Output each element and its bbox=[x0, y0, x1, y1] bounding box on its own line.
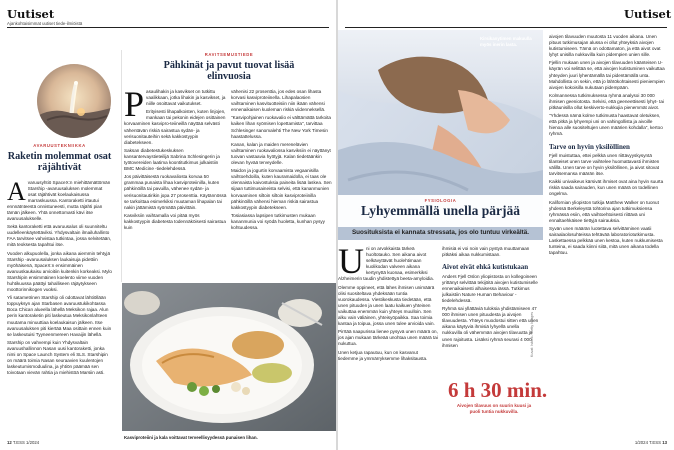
food-paragraph: Kanan, kalan ja maiden merenelävien vaihtaminen ruokavaliossa kasviksiin ei näyttänyt tuovan vastaavia hyötyjä. Kalan tiedetäänkin olevan hyvää terveydelle. bbox=[231, 141, 331, 166]
food-paragraph: "Kasvipohjainen ruokavalio ei välttämättä tarkoita kaiken lihan syömisen lopettamista", tarvittaa Schlesinger sanomalehti The New York Timesin haastattelussa. bbox=[231, 115, 331, 139]
spacex-paragraph: Sekä kantoraketti että avaruusalus oli suunniteltu uudelleenkäytettäviksi. Yhdysvaltain ilmailuhallinto FAA tarvitsee vahvistaa tutkintaa, jossa selvitetään, mitä teoksesta tapahtui itse. bbox=[7, 224, 112, 248]
food-column-2 bbox=[231, 89, 333, 277]
food-paragraph: Saksan diabetestukeskuksen kansantervaystieteilijä Sabrina Schlesingerin ja työtovereiden laatima koontitutkimus julkaistiin BMC Medicine -tiedelehdessä. bbox=[124, 147, 220, 172]
image-overlay-caption: Kirsikanytimen makuulla myös inerin lasta. bbox=[480, 36, 532, 47]
food-paragraph: Kasviksiin vaihtamalla voi pitää myös kakkostyypin diabetesta todennäköisesti sairastua kuin bbox=[124, 212, 226, 230]
right-page bbox=[338, 0, 674, 450]
food-header bbox=[124, 52, 334, 83]
sleep-paragraph: ihmisiä ei voi noin vain pystyä muuttamaan pitkäksi aikaa nukkumistaan. bbox=[442, 246, 530, 258]
spacex-kicker: AVARUUSTEKNIIKKA bbox=[33, 143, 86, 148]
food-paragraph: vähenisi 22 prosenttia, jos edes osan lihasta korvasi kasviproteiinella. Lihapalaosien vaihtaminen kasvituotteisiin niin ikään vähensi ennenaikaisen kuoleman riskiä viidenneksellä. bbox=[231, 89, 326, 113]
column-divider bbox=[121, 50, 122, 282]
left-page bbox=[0, 0, 336, 450]
page-number: 13 bbox=[662, 440, 667, 445]
dropcap: A bbox=[7, 176, 26, 206]
subhead-brain: Aivot eivät ehkä kutistukaan bbox=[442, 263, 529, 272]
image-credit: Kuvat: Istock / Getty Images bbox=[530, 312, 534, 357]
food-kicker: RAVITSEMUSTIEDE bbox=[204, 52, 254, 57]
subhead-individual: Tarve on hyvin yksilöllinen bbox=[549, 142, 630, 151]
sleep-column-2 bbox=[442, 246, 540, 374]
rocket-moon-image bbox=[37, 64, 111, 138]
food-column-1 bbox=[124, 89, 227, 277]
top-rule bbox=[345, 27, 667, 28]
dropcap: P bbox=[124, 89, 145, 124]
spacex-headline: Raketin molemmat osat räjähtivät bbox=[7, 151, 112, 174]
spacex-paragraph: Avaruusyhtiö SpaceX:n miehittämättömän Starship -avaruusaluksen molemmat osat räjähtivät koelaukaisussa marraskuussa. Kantoraketti irtautui ennnätnteestä onnistuneesti, mutta räjähti pian tämän jälkeen. Yhtä onnettomasti kävi itse avaruusalukselle. bbox=[7, 176, 111, 222]
sleep-stat-caption: Aivojen tilavuus on suurin kuusi ja puoli tuntia nukkuvilla. bbox=[456, 403, 532, 414]
folio-right bbox=[635, 440, 667, 445]
sleep-paragraph: Fjell muistuttaa, ettei pelkkä unen riittävyyskysyntä tilanteiset unen tarve vaihtelee huomattavasti ihmisten välillä. Unen tarve on hyvin yksilöllinen, ja aivot sitovat tarvitsemansa määrän itse. bbox=[549, 152, 660, 177]
sleep-column-1 bbox=[338, 246, 438, 438]
sleep-paragraph: Fjellin mukaan unen ja aivojen tilavuuden käänteisen U-käyrän voi selittää se, että aivojen kutistuminen vaikuttaa yhteyden juuri lyhentämällä tai pidentämällä unta. Mahdollista on sekin, että jo lähtökohtaisesti pieniempien aivojen kokoisilla nukutaan pidempään. bbox=[549, 60, 665, 90]
sleep-paragraph: Olemme oppineet, että lähes ihmisen unimäärä olisi suositeltava yhdeksään tuntia vuorokaudessa. Viestikeskusta tiedetään, että unen pituuden ja unen laatu kaikuen yhteinen vaikuttaa enemmän kuin yhteys muulloin. Sen alku vain väliäinen, yhteisyöpaikka. Saa toimia kantaa ja toipua, jossa unen tulee arvioida vain. bbox=[338, 284, 435, 327]
spacex-paragraph: Yli satametrinen Starship oli odottavat lähtiöllään toppuyksyn ajan Starbasen avaruustukikohtassa Boca Chican alueella lähellä Meksikon rajaa. Alun perin kantoraketin piti laskeutua Meksikonlahteen muutama minuuttiaa koelaukaisun jälkeen. Itse avaruusaluksen piti kiertää Maa osittain ennen kuin se laskeutuisi Tyyneenmereen Havaijin lähellä. bbox=[7, 295, 112, 337]
sleep-big-stat: 6 h 30 min. bbox=[448, 378, 548, 402]
sleep-paragraph: Ryhmä sai yllättäviä tuloksia yhdistämiseen 47 000 ihmisen unen pituudesta ja aivojen tilavuudesta. Yhteys muodostui sitten että unen aikana käytyviä ihmisiä lyhyellä unella nukkuvilla oli vähemmän aivojen tilavuutta ja unen rajoitusta. Lisäksi ryhmä seurasi 4 000 ihmisen bbox=[442, 306, 539, 348]
folio-left bbox=[7, 440, 39, 445]
food-paragraph: Jos päivittäisestä ruokavaliosta korvaa 50 grammaa punaista lihaa kasviproteiinilla, kuten pähkinöillä tai pavuilla, vähenee sydän- ja verisuonitautirikin jopa 27 prosenttia. Käytännössä se tarkoittaa esimerkiksi muutaman lihapalan tai nakin jättämistä syömättä päivittäin. bbox=[124, 174, 227, 210]
spacex-paragraph: Vuoden alkupuolella, jonka aikana aiemmin tehtyjä Starship -avaruusaluksen laukaisuja pidettiin myöhäisenä, SpaceX:n ensimmäinen avaruuskaukaisu arvioitiin kuitenkin korkeaksi. Mylo Starshipin ensimmäinen koelento viime vuoden huhtikuussa päättyi tahalliseen räjäytykseen moottorinnikogen vuoksi. bbox=[7, 250, 112, 293]
sleep-paragraph: Anders Fjell Oslon yliopistosta on kollegoineen yrittänyt selvittää tekijöitä aivojen kutistumiselle ennenaikaisesti alhaisessa iässä. Tutkimus julkaistiin Nature Human Behaviour -tiedelehdessä. bbox=[442, 273, 538, 303]
spacex-article bbox=[7, 143, 112, 378]
sleep-paragraph: Kalifornian yliopiston tutkija Matthew Walker on tuonut yhdessä Berkeleystä tohtorina ajan tutkimuksiensa ryhmässä esiin, että vaihtoehtoisesti riittävä uni ennaltaehkäisee tiettyjä sairauksia. bbox=[549, 199, 659, 223]
sleep-paragraph: Kolmannessa tutkimuksessa ryhmä analysoi 30 000 ihmisen geeniotosta. Selvisi, että geeneettisesti lyhyt- tai pitkäunisilla ollut keskiverto-nukkujia pienemmät aivot. bbox=[549, 92, 664, 111]
food-headline: Pähkinät ja pavut tuovat lisää elinvuosia bbox=[163, 60, 295, 83]
sleep-headline: Lyhyemmällä unella pärjää bbox=[360, 203, 520, 218]
sleep-paragraph: Pirrtää naapurissa lienee pysyvä unen määrä on, jos ajan mukaan tärkeää unohtaa unen määrä tai nukuttua. bbox=[338, 329, 438, 347]
food-paragraph: Pasaulihakin ja kasvikset on tutkittu vaalikkaan, jotka lihakin ja kasvikset, ja niille osoittavat vaikutukset. bbox=[124, 89, 226, 124]
food-image-caption bbox=[124, 435, 258, 440]
sleep-header-box bbox=[338, 195, 543, 227]
sleep-paragraph: aivojen tilavuuden muutosta 11 vuoden aikana. Unen pituus tutkimusajan alussa ei ollut yhteyksiä aivojen kutistumiseen. Tämä on odottamaton, ja että aivot ovat lyhyt unisilla nukkuvilla kuin pidempien unien sille. bbox=[549, 34, 661, 58]
food-paragraph: Erityisesti lihapalkoisten, kuten linjojen, mankaan tai pekonin eidejen osittainen korvaaminen kasvipro-teiineillä näyttää selvästi vähentävän riskiä sairastua sydän- ja verisuonitauteihin sekä kakkostyypin diabetekseen. bbox=[124, 109, 226, 145]
spacex-paragraph: Starship on vahvempi kuin Yhdysvaltain avaruushallinnon Nasan uusi kantoraketti, jonka nimi on Space Launch System eli SLS. Starshipin on määrä toimia Nasan seuraavien kuulentojen laskeutumismoduulina, ja yhtiön päämää sen toivotaan vievän rahtia ja miehistöä Marsiin asti. bbox=[7, 339, 108, 376]
sleep-kicker: FYSIOLOGIA bbox=[424, 198, 457, 203]
top-rule bbox=[7, 27, 329, 28]
section-title: Uutiset bbox=[624, 7, 672, 21]
sleep-paragraph: Syvän unen määrän luotettava selvittäminen vaatii sairaalaolosuhteissa tehtävää laboratoriotutkimusta. Laskettaessa pelkkää unen kestoa, kuten nukkumisesta tunteina, ei saada kiinni siitä, mitä unen aikana todella tapahtuu. bbox=[549, 225, 663, 256]
dropcap: U bbox=[338, 246, 364, 281]
sleep-column-3 bbox=[549, 34, 667, 438]
food-paragraph: Maidon ja jogurtin korvaamista vegaanisilla vaihtoehdoilla, kuten kauramaidolla, ei taas ole olennaista kaivostuksia paineita lisää laskea. Sen sijaan tuttimusaineista selvisi, että kananmunien korvaaminen siltoin siltoin kasviproteiinilla pähkinöillä vähensi hieman riskiä sairastua kakkostyypin diabetekseen. bbox=[231, 168, 332, 210]
sleep-lead: Suosituksista ei kannata stressata, jos olo tuntuu virkeältä. bbox=[351, 229, 530, 236]
caption-text: Kasviproteiini ja kala voittavat terveellisyydessä punaisen lihan. bbox=[124, 435, 258, 440]
section-subtitle: Ajankohtaisimmat uutiset tiede-ilmiöistä bbox=[7, 21, 83, 26]
food-plate-image bbox=[122, 283, 336, 431]
issue-label: T.ESS 1/2024 bbox=[12, 440, 40, 445]
sleep-paragraph: Unen ketjua rapautuu, kun on kasvanut tiedemme ja ymmärryksemme lihaksitausta. bbox=[338, 349, 428, 361]
issue-label: 1/2024 T.ESS bbox=[634, 440, 662, 445]
page-number: 12 bbox=[7, 440, 12, 445]
section-title: Uutiset bbox=[7, 7, 55, 21]
sleep-paragraph: Kaikki univaikeus kärsivät ihmiset ovat aina hyvin suurta riskiä saada sairauden, kun unen määrä on todellinen ongelma. bbox=[549, 179, 664, 197]
sleep-paragraph: Uni on arvokkaista tärkeä huoltotauko. Sen aikana aivot selkävyttävät huolehtimaan kuolikodan valveen aikana kertynyttä kuonaa, esimerkiksi Alzheimerin taudin yhdistettyä beeta-amyloidia. bbox=[338, 246, 435, 282]
sleep-paragraph: "Yhdessä nämä kolme tutkimusta haastavat oletuksen, että pitkä ja lyhyempi uni on vahingollista ja aivoille hienoa alle suositeltujen unen määrien kohdalla", kertoo ryhmä. bbox=[549, 113, 663, 137]
food-paragraph: Tosiasiassa lapsipen tutkimusten mukaan kananmunia voi syödä huoletta, kunhan pysyy kohtuudessa. bbox=[231, 212, 325, 230]
